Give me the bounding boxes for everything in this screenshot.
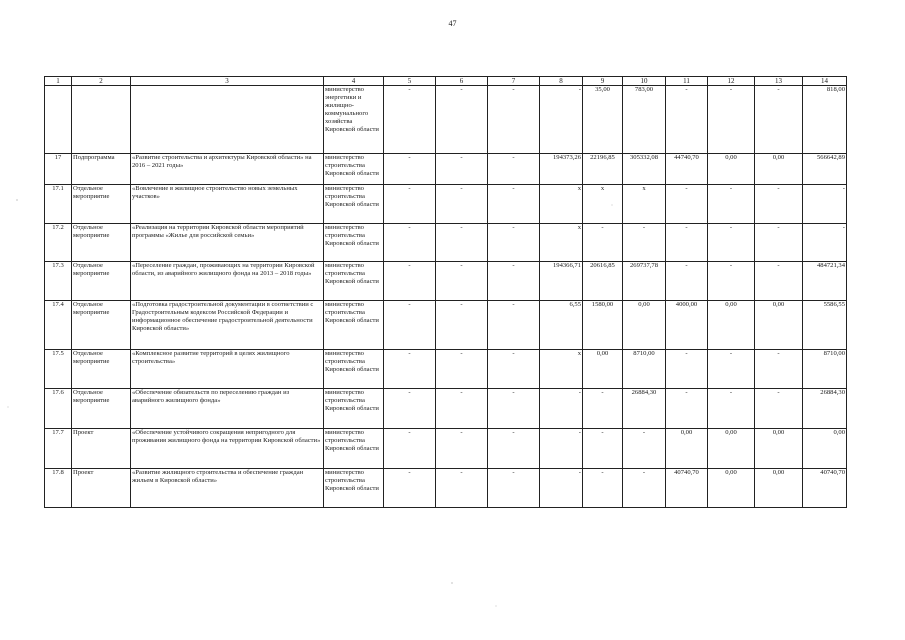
row-executor: министерство строительства Кировской области [324, 224, 384, 262]
row-executor: министерство строительства Кировской области [324, 154, 384, 185]
value-col-10: 269737,78 [623, 262, 666, 301]
value-col-9: - [583, 469, 623, 508]
value-col-14: 484721,34 [803, 262, 847, 301]
value-col-11: - [666, 185, 708, 224]
value-col-6: - [436, 86, 488, 154]
value-col-7: - [488, 350, 540, 389]
row-name: «Подготовка градостроительной документации в соответствии с Градостроительным кодексом Российской Федерации и информационное обеспечение градостроительной деятельности Кировской области» [131, 301, 324, 350]
value-col-8: - [540, 429, 583, 469]
value-col-10: - [623, 224, 666, 262]
value-col-10: 783,00 [623, 86, 666, 154]
value-col-9: 1580,00 [583, 301, 623, 350]
value-col-14: 566642,89 [803, 154, 847, 185]
value-col-11: - [666, 224, 708, 262]
row-executor: министерство строительства Кировской области [324, 301, 384, 350]
row-type: Отдельное мероприятие [72, 185, 131, 224]
row-type: Отдельное мероприятие [72, 224, 131, 262]
value-col-9: 35,00 [583, 86, 623, 154]
value-col-6: - [436, 469, 488, 508]
row-executor: министерство строительства Кировской области [324, 389, 384, 429]
value-col-5: - [384, 86, 436, 154]
value-col-12: - [708, 350, 755, 389]
table-row [45, 301, 847, 350]
value-col-8: х [540, 350, 583, 389]
header-cell: 5 [384, 77, 436, 86]
value-col-5: - [384, 350, 436, 389]
value-col-9: - [583, 389, 623, 429]
value-col-5: - [384, 224, 436, 262]
header-cell: 14 [803, 77, 847, 86]
value-col-11: - [666, 350, 708, 389]
row-number: 17.5 [45, 350, 72, 389]
value-col-7: - [488, 262, 540, 301]
row-executor: министерство энергетики и жилищно-коммунального хозяйства Кировской области [324, 86, 384, 154]
value-col-14: 8710,00 [803, 350, 847, 389]
value-col-13: - [755, 224, 803, 262]
row-name: «Развитие жилищного строительства и обеспечение граждан жильем в Кировской области» [131, 469, 324, 508]
row-number: 17.6 [45, 389, 72, 429]
header-cell: 8 [540, 77, 583, 86]
value-col-8: 194366,71 [540, 262, 583, 301]
value-col-14: 5586,55 [803, 301, 847, 350]
value-col-5: - [384, 469, 436, 508]
row-type: Отдельное мероприятие [72, 350, 131, 389]
value-col-9: х [583, 185, 623, 224]
row-executor: министерство строительства Кировской области [324, 469, 384, 508]
row-number: 17.4 [45, 301, 72, 350]
value-col-9: 22196,85 [583, 154, 623, 185]
budget-table [44, 76, 847, 508]
value-col-7: - [488, 429, 540, 469]
table-row [45, 389, 847, 429]
value-col-10: х [623, 185, 666, 224]
value-col-9: - [583, 224, 623, 262]
row-number: 17.1 [45, 185, 72, 224]
value-col-9: 0,00 [583, 350, 623, 389]
value-col-12: - [708, 224, 755, 262]
row-type: Отдельное мероприятие [72, 389, 131, 429]
value-col-6: - [436, 154, 488, 185]
value-col-11: 40740,70 [666, 469, 708, 508]
value-col-12: 0,00 [708, 469, 755, 508]
value-col-10: 305332,08 [623, 154, 666, 185]
value-col-7: - [488, 301, 540, 350]
value-col-12: 0,00 [708, 429, 755, 469]
value-col-13: - [755, 350, 803, 389]
value-col-7: - [488, 154, 540, 185]
value-col-7: - [488, 185, 540, 224]
value-col-12: 0,00 [708, 301, 755, 350]
value-col-7: - [488, 86, 540, 154]
value-col-7: - [488, 389, 540, 429]
value-col-8: - [540, 389, 583, 429]
row-name: «Реализация на территории Кировской области мероприятий программы «Жилье для российской семьи» [131, 224, 324, 262]
table-row [45, 86, 847, 154]
value-col-13: 0,00 [755, 154, 803, 185]
value-col-6: - [436, 389, 488, 429]
row-name: «Комплексное развитие территорий в целях жилищного строительства» [131, 350, 324, 389]
header-cell: 1 [45, 77, 72, 86]
value-col-10: - [623, 469, 666, 508]
table-row [45, 469, 847, 508]
value-col-6: - [436, 301, 488, 350]
header-cell: 2 [72, 77, 131, 86]
header-cell: 3 [131, 77, 324, 86]
row-executor: министерство строительства Кировской области [324, 185, 384, 224]
row-type: Проект [72, 429, 131, 469]
row-name: «Развитие строительства и архитектуры Кировской области» на 2016 – 2021 годы» [131, 154, 324, 185]
value-col-13: - [755, 262, 803, 301]
header-cell: 11 [666, 77, 708, 86]
value-col-5: - [384, 154, 436, 185]
value-col-13: 0,00 [755, 301, 803, 350]
value-col-14: - [803, 185, 847, 224]
value-col-14: 818,00 [803, 86, 847, 154]
value-col-6: - [436, 224, 488, 262]
row-name: «Обеспечение обязательств по переселению граждан из аварийного жилищного фонда» [131, 389, 324, 429]
row-type [72, 86, 131, 154]
row-type: Отдельное мероприятие [72, 262, 131, 301]
row-name: «Переселение граждан, проживающих на территории Кировской области, из аварийного жилищного фонда на 2013 – 2018 годы» [131, 262, 324, 301]
header-cell: 7 [488, 77, 540, 86]
value-col-8: - [540, 469, 583, 508]
value-col-5: - [384, 301, 436, 350]
row-number: 17.3 [45, 262, 72, 301]
value-col-10: 26884,30 [623, 389, 666, 429]
header-cell: 6 [436, 77, 488, 86]
header-cell: 13 [755, 77, 803, 86]
value-col-11: - [666, 262, 708, 301]
row-number: 17.8 [45, 469, 72, 508]
value-col-5: - [384, 429, 436, 469]
value-col-10: 0,00 [623, 301, 666, 350]
value-col-12: - [708, 389, 755, 429]
value-col-9: 20616,85 [583, 262, 623, 301]
value-col-7: - [488, 224, 540, 262]
value-col-5: - [384, 185, 436, 224]
value-col-11: 0,00 [666, 429, 708, 469]
value-col-8: 194373,26 [540, 154, 583, 185]
table-row [45, 262, 847, 301]
value-col-12: 0,00 [708, 154, 755, 185]
value-col-14: 26884,30 [803, 389, 847, 429]
row-type: Проект [72, 469, 131, 508]
value-col-14: 0,00 [803, 429, 847, 469]
value-col-11: 44740,70 [666, 154, 708, 185]
value-col-11: 4000,00 [666, 301, 708, 350]
value-col-6: - [436, 350, 488, 389]
header-cell: 12 [708, 77, 755, 86]
value-col-12: - [708, 86, 755, 154]
value-col-13: - [755, 86, 803, 154]
row-name: «Вовлечение в жилищное строительство новых земельных участков» [131, 185, 324, 224]
value-col-11: - [666, 86, 708, 154]
value-col-6: - [436, 262, 488, 301]
table-row [45, 429, 847, 469]
page-number: 47 [448, 19, 457, 28]
table-row [45, 224, 847, 262]
value-col-13: 0,00 [755, 469, 803, 508]
row-executor: министерство строительства Кировской области [324, 429, 384, 469]
value-col-8: х [540, 185, 583, 224]
value-col-13: - [755, 389, 803, 429]
value-col-10: 8710,00 [623, 350, 666, 389]
value-col-7: - [488, 469, 540, 508]
value-col-14: - [803, 224, 847, 262]
table-row [45, 185, 847, 224]
row-name: «Обеспечение устойчивого сокращения непригодного для проживания жилищного фонда на территории Кировской области» [131, 429, 324, 469]
row-type: Отдельное мероприятие [72, 301, 131, 350]
value-col-10: - [623, 429, 666, 469]
row-type: Подпрограмма [72, 154, 131, 185]
header-cell: 10 [623, 77, 666, 86]
value-col-5: - [384, 262, 436, 301]
table-row [45, 154, 847, 185]
table-row [45, 350, 847, 389]
row-executor: министерство строительства Кировской области [324, 262, 384, 301]
value-col-8: - [540, 86, 583, 154]
row-executor: министерство строительства Кировской области [324, 350, 384, 389]
header-cell: 9 [583, 77, 623, 86]
header-cell: 4 [324, 77, 384, 86]
row-name [131, 86, 324, 154]
value-col-9: - [583, 429, 623, 469]
header-row [45, 77, 847, 86]
value-col-6: - [436, 429, 488, 469]
value-col-13: 0,00 [755, 429, 803, 469]
value-col-6: - [436, 185, 488, 224]
value-col-11: - [666, 389, 708, 429]
row-number [45, 86, 72, 154]
value-col-12: - [708, 185, 755, 224]
value-col-13: - [755, 185, 803, 224]
row-number: 17 [45, 154, 72, 185]
value-col-8: х [540, 224, 583, 262]
row-number: 17.2 [45, 224, 72, 262]
value-col-5: - [384, 389, 436, 429]
value-col-14: 40740,70 [803, 469, 847, 508]
row-number: 17.7 [45, 429, 72, 469]
value-col-8: 6,55 [540, 301, 583, 350]
value-col-12: - [708, 262, 755, 301]
